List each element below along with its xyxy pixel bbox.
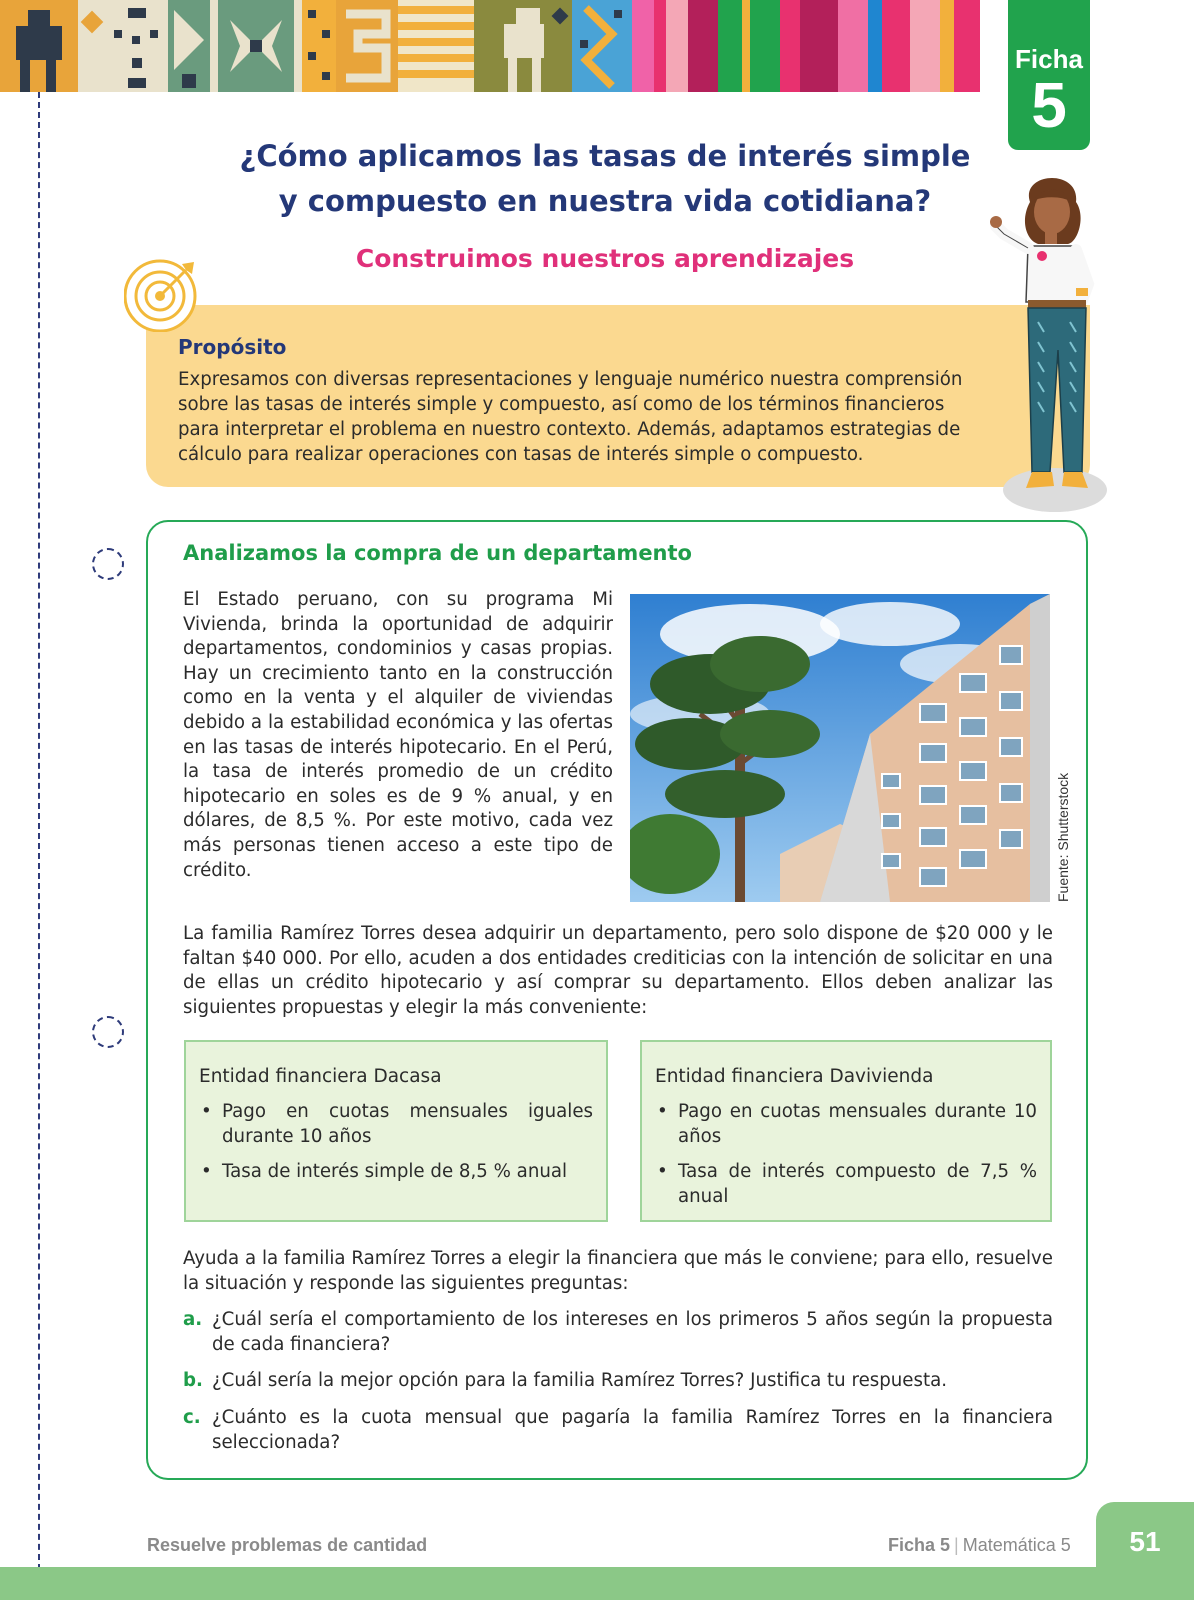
apartment-building-photo [630, 594, 1050, 902]
question-text: ¿Cuál sería la mejor opción para la familia Ramírez Torres? Justifica tu respuesta. [212, 1370, 948, 1391]
band-stripe [632, 0, 654, 92]
ficha-label: Ficha [1015, 44, 1083, 74]
band-stripe [742, 0, 750, 92]
page-number: 51 [1129, 1526, 1161, 1557]
band-stripe [910, 0, 940, 92]
entity-conditions-list [655, 1100, 1037, 1220]
footer-book: Matemática 5 [962, 1535, 1071, 1555]
question-letter: c. [183, 1407, 201, 1428]
band-stripe [688, 0, 718, 92]
band-stripe [800, 0, 838, 92]
footer-ficha: Ficha 5 [888, 1535, 951, 1555]
band-stripe [954, 0, 980, 92]
band-stripe [718, 0, 742, 92]
help-paragraph: Ayuda a la familia Ramírez Torres a elegir la financiera que más le conviene; para ello, resuelve la situación y responde las siguientes preguntas: [183, 1248, 1053, 1294]
band-stripe [106, 0, 168, 92]
question-letter: a. [183, 1309, 203, 1330]
intro-paragraph: El Estado peruano, con su programa Mi Vivienda, brinda la oportunidad de adquirir departamentos, condominios y casas propias. Hay un crecimiento tanto en la construcción como en la venta y el alquiler de viviendas debido a la estabilidad económica y las ofertas en las tasas de interés hipotecario. En el Perú, la tasa de interés promedio de un crédito hipotecario en soles es de 9 % anual, y en dólares, de 8,5 %. Por este motivo, cada vez más personas tienen acceso a este tipo de crédito. [183, 589, 613, 881]
page-title-line2: y compuesto en nuestra vida cotidiana? [278, 184, 932, 218]
entity-card-dacasa [184, 1040, 608, 1222]
question-item [183, 1369, 1053, 1394]
purpose-heading: Propósito [178, 335, 287, 359]
entity-condition-item: • Pago en cuotas mensuales durante 10 años [655, 1100, 1037, 1149]
entity-conditions-list [199, 1100, 593, 1196]
band-stripe [398, 0, 474, 92]
entity-condition-item: • Tasa de interés simple de 8,5 % anual [199, 1160, 593, 1185]
question-item [183, 1308, 1053, 1357]
page-title-line1: ¿Cómo aplicamos las tasas de interés simple [239, 139, 971, 173]
question-item [183, 1406, 1053, 1455]
punch-hole [92, 1016, 124, 1048]
question-text: ¿Cuál sería el comportamiento de los intereses en los primeros 5 años según la propuesta de cada financiera? [212, 1309, 1053, 1355]
question-letter: b. [183, 1370, 203, 1391]
entity-card-davivienda [640, 1040, 1052, 1222]
entity-condition-item: • Tasa de interés compuesto de 7,5 % anual [655, 1160, 1037, 1209]
family-paragraph: La familia Ramírez Torres desea adquirir un departamento, pero solo dispone de $20 000 y le faltan $40 000. Por ello, acuden a dos entidades crediticias con la intención de solicitar en una de ellas un crédito hipotecario y así comprar su departamento. Ellos deben analizar las siguientes propuestas y elegir la más conveniente: [183, 923, 1053, 1018]
entity-condition-item: • Pago en cuotas mensuales iguales durante 10 años [199, 1100, 593, 1149]
section-title: Analizamos la compra de un departamento [183, 541, 692, 565]
footer-separator: | [954, 1535, 959, 1555]
entity-name: Entidad financiera Davivienda [655, 1066, 934, 1087]
purpose-box [146, 305, 1090, 487]
question-text: ¿Cuánto es la cuota mensual que pagaría la familia Ramírez Torres en la financiera seleccionada? [212, 1407, 1053, 1453]
band-stripe [940, 0, 954, 92]
band-stripe [210, 0, 302, 92]
ficha-tab [1008, 0, 1090, 150]
band-stripe [882, 0, 910, 92]
page-title [180, 134, 1030, 224]
band-stripe [0, 0, 106, 92]
footer-bar [0, 1567, 1194, 1600]
band-stripe [302, 0, 336, 92]
entity-name: Entidad financiera Dacasa [199, 1066, 442, 1087]
target-icon [124, 256, 200, 332]
band-stripe [168, 0, 210, 92]
footer-competency: Resuelve problemas de cantidad [147, 1535, 428, 1555]
girl-illustration [990, 172, 1110, 517]
footer-book-info [888, 1535, 1071, 1556]
photo-credit: Fuente: Shutterstock [1055, 772, 1071, 902]
purpose-text: Expresamos con diversas representaciones y lenguaje numérico nuestra comprensión sobre las tasas de interés simple y compuesto, así como de los términos financieros para interpretar el problema en nuestro contexto. Además, adaptamos estrategias de cálculo para realizar operaciones con tasas de interés simple o compuesto. [178, 369, 963, 465]
band-stripe [654, 0, 666, 92]
band-stripe [572, 0, 632, 92]
page-subtitle: Construimos nuestros aprendizajes [355, 244, 855, 273]
band-stripe [780, 0, 800, 92]
ficha-number: 5 [1031, 69, 1067, 141]
band-stripe [838, 0, 868, 92]
band-stripe [750, 0, 780, 92]
binding-dashed-line [38, 92, 40, 1600]
band-stripe [666, 0, 688, 92]
punch-hole [92, 548, 124, 580]
band-stripe [868, 0, 882, 92]
band-stripe [336, 0, 398, 92]
band-stripe [474, 0, 572, 92]
